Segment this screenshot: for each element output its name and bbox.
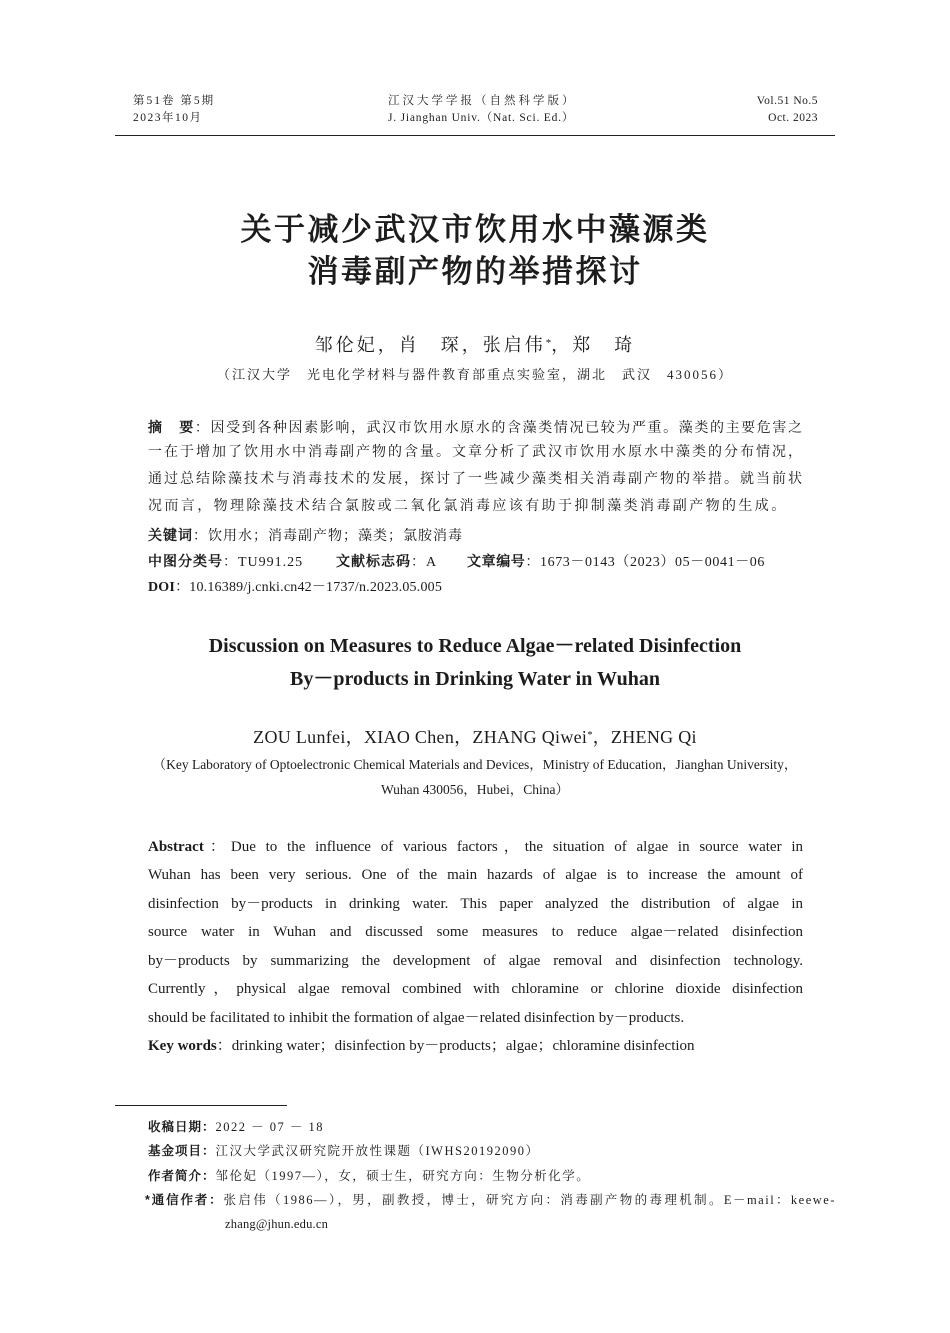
document-code-value: ：A <box>411 555 438 570</box>
corresponding-author-text: 张启伟（1986—），男，副教授，博士，研究方向：消毒副产物的毒理机制。E－mail：keewe- <box>223 1193 836 1207</box>
article-number <box>467 551 765 573</box>
corresponding-author-label: *通信作者： <box>145 1193 224 1207</box>
abstract-en-line-1 <box>148 837 803 857</box>
authors-en-names-rest: ，ZHENG Qi <box>592 727 697 747</box>
footnote-fund <box>148 1142 539 1160</box>
abstract-cn-label: 摘 要 <box>148 419 195 435</box>
footnote-corresponding-author <box>145 1191 836 1209</box>
abstract-en-line-7: should be facilitated to inhibit the formation of algae－related disinfection by－products. <box>148 1010 685 1026</box>
header-volume-issue: 第51卷 第5期 <box>133 95 216 107</box>
keywords-en-label: Key words <box>148 1038 217 1054</box>
abstract-en-line-3: disinfection by－products in drinking water. This paper analyzed the distribution of algae in <box>148 896 803 912</box>
authors-cn <box>0 333 950 357</box>
abstract-en-line-6: Currently，physical algae removal combined with chloramine or chlorine dioxide disinfection <box>148 981 803 997</box>
footnote-author-bio <box>148 1167 590 1185</box>
abstract-en-line-2: Wuhan has been very serious. One of the main hazards of algae is to increase the amount of <box>148 867 803 883</box>
title-en-line-2: By－products in Drinking Water in Wuhan <box>290 668 660 690</box>
affiliation-en-line-1: （Key Laboratory of Optoelectronic Chemical Materials and Devices，Ministry of Education，Jianghan University， <box>152 757 798 772</box>
abstract-cn-line-2: 一在于增加了饮用水中消毒副产物的含量。文章分析了武汉市饮用水原水中藻类的分布情况， <box>148 445 803 460</box>
title-cn-line-2: 消毒副产物的举措探讨 <box>307 254 643 289</box>
keywords-cn-text: ：饮用水；消毒副产物；藻类；氯胺消毒 <box>193 529 463 544</box>
abstract-en-text: ：Due to the influence of various factors，the situation of algae in source water in <box>203 839 803 855</box>
clc-value: ：TU991.25 <box>223 555 304 570</box>
authors-cn-names: 邹伦妃，肖 琛，张启伟 <box>314 335 546 355</box>
abstract-cn-line-1 <box>148 417 803 437</box>
abstract-cn-line-4: 况而言，物理除藻技术结合氯胺或二氧化氯消毒应该有助于抑制藻类消毒副产物的生成。 <box>148 499 788 514</box>
header-date-en: Oct. 2023 <box>768 112 818 124</box>
authors-en <box>0 726 950 748</box>
document-code-label: 文献标志码 <box>336 553 411 569</box>
affiliation-en-line-2: Wuhan 430056，Hubei，China） <box>380 782 570 797</box>
article-number-value: ：1673－0143（2023）05－0041－06 <box>525 555 766 570</box>
corresponding-author-mark: * <box>545 337 552 350</box>
article-number-label: 文章编号 <box>467 553 526 569</box>
authors-cn-names-rest: ，郑 琦 <box>551 335 636 355</box>
abstract-en-line-5: by－products by summarizing the development of algae removal and disinfection technology. <box>148 953 803 969</box>
footnote-rule <box>115 1105 287 1106</box>
doi-value: ：10.16389/j.cnki.cn42－1737/n.2023.05.005 <box>175 580 443 595</box>
corresponding-author-mark-en: * <box>587 729 593 742</box>
abstract-en-line-4: source water in Wuhan and discussed some measures to reduce algae－related disinfection <box>148 924 803 940</box>
header-journal-en: J. Jianghan Univ.（Nat. Sci. Ed.） <box>388 112 575 124</box>
authors-en-names: ZOU Lunfei，XIAO Chen，ZHANG Qiwei <box>253 727 588 747</box>
fund-label: 基金项目： <box>148 1144 216 1158</box>
clc-label: 中图分类号 <box>148 553 223 569</box>
corresponding-author-email-cont: zhang@jhun.edu.cn <box>225 1217 329 1231</box>
header-rule <box>115 135 835 136</box>
fund-text: 江汉大学武汉研究院开放性课题（IWHS20192090） <box>215 1144 540 1158</box>
received-date: 2022 － 07 － 18 <box>215 1120 325 1134</box>
abstract-cn-text: ：因受到各种因素影响，武汉市饮用水原水的含藻类情况已较为严重。藻类的主要危害之 <box>194 421 803 436</box>
author-bio-text: 邹伦妃（1997—），女，硕士生，研究方向：生物分析化学。 <box>215 1169 591 1183</box>
title-cn-line-1: 关于减少武汉市饮用水中藻源类 <box>240 212 710 247</box>
clc-number <box>148 551 303 573</box>
affiliation-cn: （江汉大学 光电化学材料与器件教育部重点实验室，湖北 武汉 430056） <box>216 367 733 382</box>
footnote-received <box>148 1118 324 1136</box>
doi-label: DOI <box>148 580 176 595</box>
keywords-en-text: ：drinking water；disinfection by－products；algae；chloramine disinfection <box>216 1038 695 1054</box>
header-journal-cn: 江汉大学学报（自然科学版） <box>388 95 577 107</box>
keywords-cn-label: 关键词 <box>148 527 193 543</box>
doi <box>148 578 442 598</box>
received-label: 收稿日期： <box>148 1120 216 1134</box>
abstract-cn-line-3: 通过总结除藻技术与消毒技术的发展，探讨了一些减少藻类相关消毒副产物的举措。就当前状 <box>148 472 803 487</box>
title-en-line-1: Discussion on Measures to Reduce Algae－related Disinfection <box>208 635 742 657</box>
keywords-en <box>148 1036 695 1056</box>
abstract-en-label: Abstract <box>148 839 204 855</box>
author-bio-label: 作者简介： <box>148 1169 216 1183</box>
header-volume-en: Vol.51 No.5 <box>756 95 818 107</box>
keywords-cn <box>148 525 463 547</box>
header-date: 2023年10月 <box>133 112 203 124</box>
document-code <box>336 551 437 573</box>
